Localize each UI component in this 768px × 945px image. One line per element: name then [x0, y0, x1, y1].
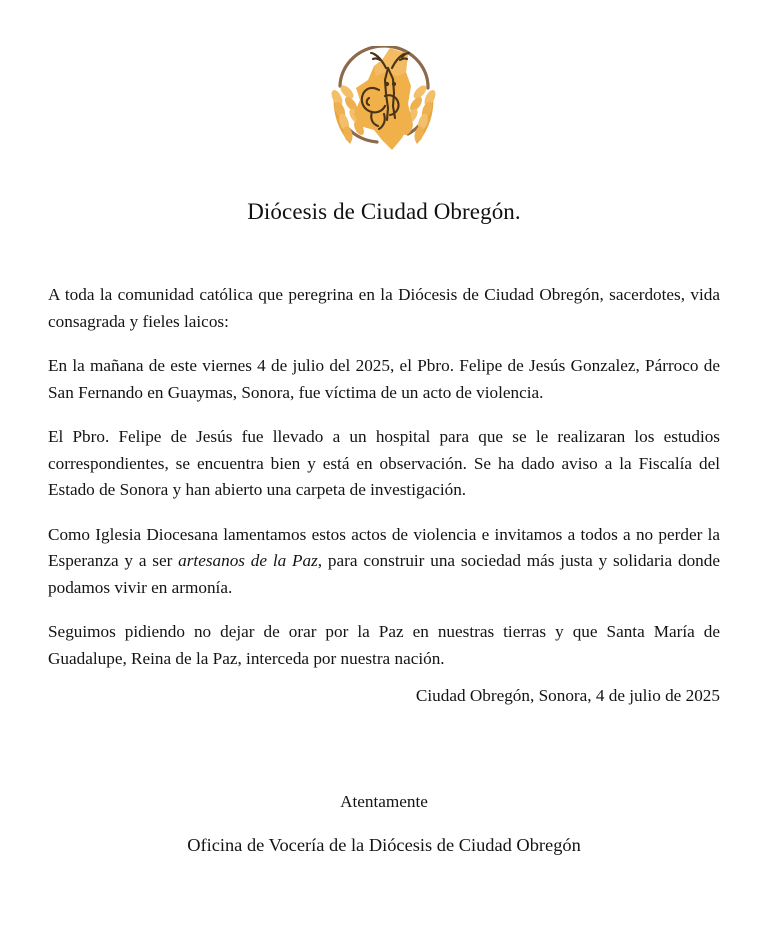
- signature-block: [0, 789, 768, 858]
- dateline: Ciudad Obregón, Sonora, 4 de julio de 2025: [415, 686, 720, 705]
- paragraph-text-tail: para construir una sociedad más justa y solidaria donde podamos vivir en armonía.: [48, 551, 720, 597]
- emphasis-artesanos-de-la-paz: artesanos de la Paz,: [178, 551, 323, 570]
- paragraph-addressees: [48, 282, 720, 335]
- paragraph-text: En la mañana de este viernes 4 de julio del 2025, el Pbro. Felipe de Jesús Gonzalez, Párroco de San Fernando en Guaymas, Sonora, fue víctima de un acto de violencia.: [48, 356, 720, 402]
- signature-office: Oficina de Vocería de la Diócesis de Ciudad Obregón: [187, 835, 581, 855]
- paragraph-text: Seguimos pidiendo no dejar de orar por la Paz en nuestras tierras y que Santa María de Guadalupe, Reina de la Paz, interceda por nuestra nación.: [48, 622, 720, 668]
- paragraph-text: El Pbro. Felipe de Jesús fue llevado a un hospital para que se le realizaran los estudios correspondientes, se encuentra bien y está en observación. Se ha dado aviso a la Fiscalía del Estado de Sonora y han abierto una carpeta de investigación.: [48, 427, 720, 499]
- paragraph-incident: [48, 353, 720, 406]
- paragraph-text-lead: Como Iglesia Diocesana lamentamos estos actos de violencia e invitamos a todos a no perder la Esperanza y a ser: [48, 524, 720, 570]
- paragraph-prayer: [48, 619, 720, 672]
- paragraph-statement: [48, 522, 720, 602]
- letter-body: [48, 282, 720, 672]
- signature-salutation: Atentamente: [340, 792, 428, 811]
- paragraph-condition: [48, 424, 720, 504]
- page-title: Diócesis de Ciudad Obregón.: [247, 199, 521, 225]
- diocese-emblem-icon: [316, 46, 452, 154]
- paragraph-text: A toda la comunidad católica que peregrina en la Diócesis de Ciudad Obregón, sacerdotes, vida consagrada y fieles laicos:: [48, 285, 720, 331]
- logo-container: [0, 46, 768, 154]
